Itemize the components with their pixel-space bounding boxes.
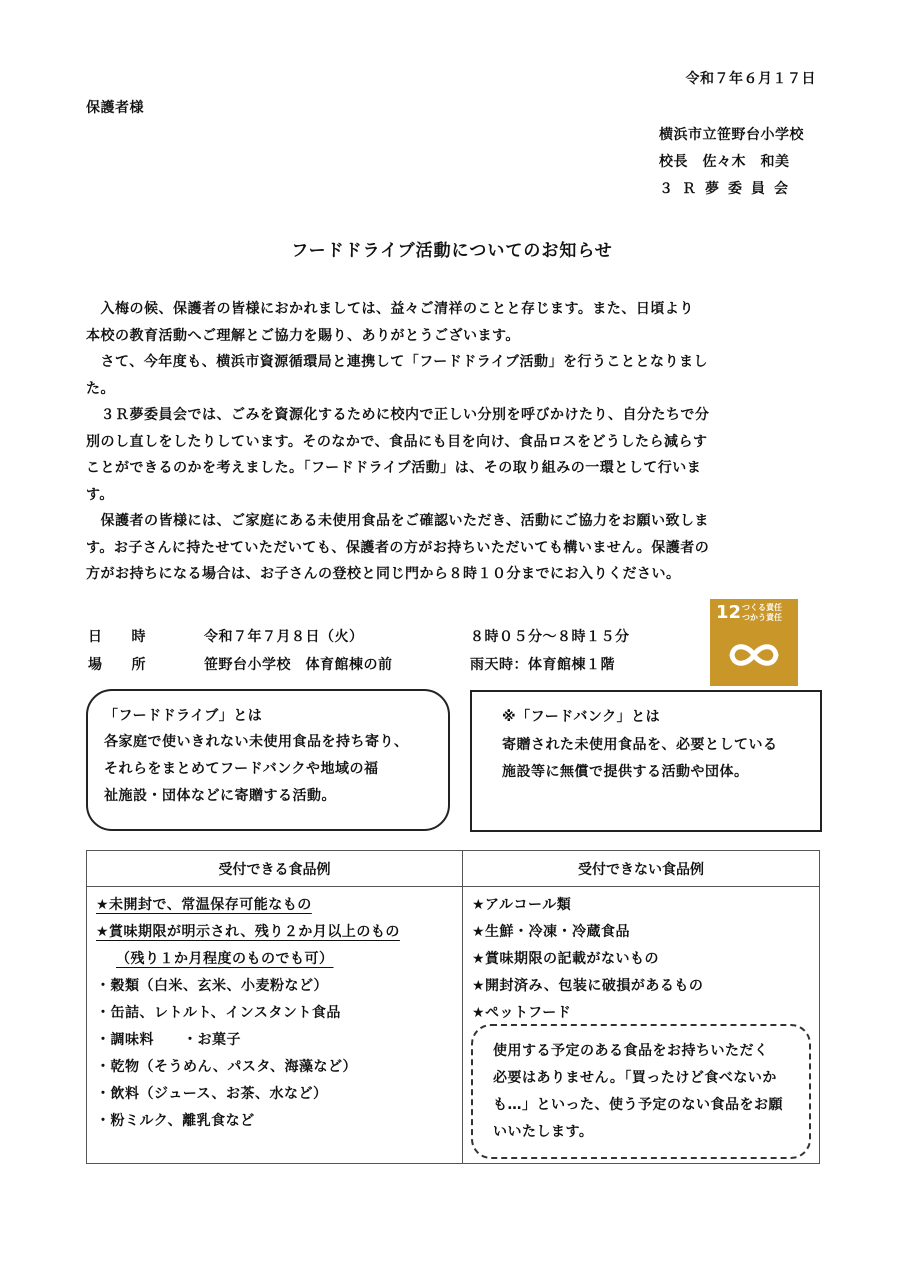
accepted-item-text: ★賞味期限が明示され、残り２か月以上のもの <box>96 924 400 940</box>
food-bank-line: 施設等に無償で提供する活動や団体。 <box>502 764 749 780</box>
body-line: 方がお持ちになる場合は、お子さんの登校と同じ門から８時１０分までにお入りください。 <box>86 566 681 582</box>
page-title: フードドライブ活動についてのお知らせ <box>291 241 613 261</box>
rain-location: 雨天時：体育館棟１階 <box>470 657 615 673</box>
sdg-12-icon <box>710 599 798 686</box>
food-bank-title: ※「フードバンク」とは <box>502 709 661 725</box>
body-line: 本校の教育活動へご理解とご協力を賜り、ありがとうございます。 <box>86 327 520 344</box>
time-value: ８時０５分～８時１５分 <box>470 629 630 645</box>
food-drive-line: それらをまとめてフードバンクや地域の福 <box>104 761 379 777</box>
accepted-item-text: （残り１か月程度のものでも可） <box>116 951 334 967</box>
body-line: ３Ｒ夢委員会では、ごみを資源化するために校内で正しい分別を呼びかけたり、自分たちで分 <box>86 407 710 423</box>
place-value: 笹野台小学校 体育館棟の前 <box>204 657 393 673</box>
food-drive-line: 祉施設・団体などに寄贈する活動。 <box>104 788 336 804</box>
accepted-item: ・粉ミルク、離乳食など <box>96 1113 255 1129</box>
accepted-item-text: ★未開封で、常温保存可能なもの <box>96 897 312 913</box>
food-bank-line: 寄贈された未使用食品を、必要としている <box>502 737 778 753</box>
accepted-item: ・穀類（白米、玄米、小麦粉など） <box>96 978 328 994</box>
school-name: 横浜市立笹野台小学校 <box>659 127 804 143</box>
body-line: 別のし直しをしたりしています。そのなかで、食品にも目を向け、食品ロスをどうしたら減らす <box>86 433 708 450</box>
body-line: す。 <box>86 486 114 503</box>
infinity-icon <box>724 637 784 673</box>
food-bank-definition-box <box>470 690 822 832</box>
note-box <box>471 1024 811 1159</box>
food-drive-line: 各家庭で使いきれない未使用食品を持ち寄り、 <box>104 734 409 750</box>
accepted-header: 受付できる食品例 <box>87 851 463 887</box>
sdg-caption-line: つくる責任 <box>742 603 782 612</box>
body-line: た。 <box>86 380 115 397</box>
accepted-item: ・飲料（ジュース、お茶、水など） <box>96 1086 328 1102</box>
accepted-item <box>96 919 461 946</box>
body-text <box>86 296 709 588</box>
accepted-cell <box>87 887 463 1164</box>
accepted-item <box>96 892 461 919</box>
accepted-item: ・調味料 ・お菓子 <box>96 1032 241 1048</box>
rejected-item: ★ペットフード <box>472 1005 572 1021</box>
food-drive-definition-box <box>86 689 450 831</box>
date-label: 日 時 <box>88 629 146 645</box>
rejected-item: ★生鮮・冷凍・冷蔵食品 <box>472 924 631 940</box>
body-line: 保護者の皆様には、ご家庭にある未使用食品をご確認いただき、活動にご協力をお願い致しま <box>86 513 709 529</box>
issue-date: 令和７年６月１７日 <box>685 71 816 87</box>
principal-name: 校長 佐々木 和美 <box>659 154 790 170</box>
sdg-caption <box>742 603 782 623</box>
sdg-number: 12 <box>716 602 742 623</box>
rejected-item: ★アルコール類 <box>472 897 572 913</box>
note-line: 使用する予定のある食品をお持ちいただく <box>493 1043 769 1059</box>
food-drive-title: 「フードドライブ」とは <box>104 708 263 724</box>
rejected-list <box>464 888 818 1027</box>
sdg-caption-line: つかう責任 <box>742 613 782 622</box>
accepted-item: ・缶詰、レトルト、インスタント食品 <box>96 1005 341 1021</box>
note-line: いいたします。 <box>493 1124 594 1140</box>
date-value: 令和７年７月８日（火） <box>204 629 364 645</box>
accepted-list <box>88 888 461 1135</box>
body-line: さて、今年度も、横浜市資源循環局と連携して「フードドライブ活動」を行うこととなりまし <box>86 354 708 370</box>
rejected-item: ★開封済み、包装に破損があるもの <box>472 978 704 994</box>
recipient: 保護者様 <box>86 100 144 116</box>
place-label: 場 所 <box>88 657 146 673</box>
committee-name: ３Ｒ夢委員会 <box>659 181 797 197</box>
body-line: 入梅の候、保護者の皆様におかれましては、益々ご清祥のことと存じます。また、日頃より <box>86 301 694 317</box>
note-line: 必要はありません。「買ったけど食べないか <box>493 1070 777 1086</box>
rejected-header: 受付できない食品例 <box>463 851 820 887</box>
accepted-item <box>96 946 461 973</box>
body-line: す。お子さんに持たせていただいても、保護者の方がお持ちいただいても構いません。保護者の <box>86 539 710 556</box>
accepted-item: ・乾物（そうめん、パスタ、海藻など） <box>96 1059 357 1075</box>
body-line: ことができるのかを考えました。「フードドライブ活動」は、その取り組みの一環として行いま <box>86 460 702 476</box>
rejected-item: ★賞味期限の記載がないもの <box>472 951 660 967</box>
note-line: も…」といった、使う予定のない食品をお願 <box>493 1097 783 1113</box>
